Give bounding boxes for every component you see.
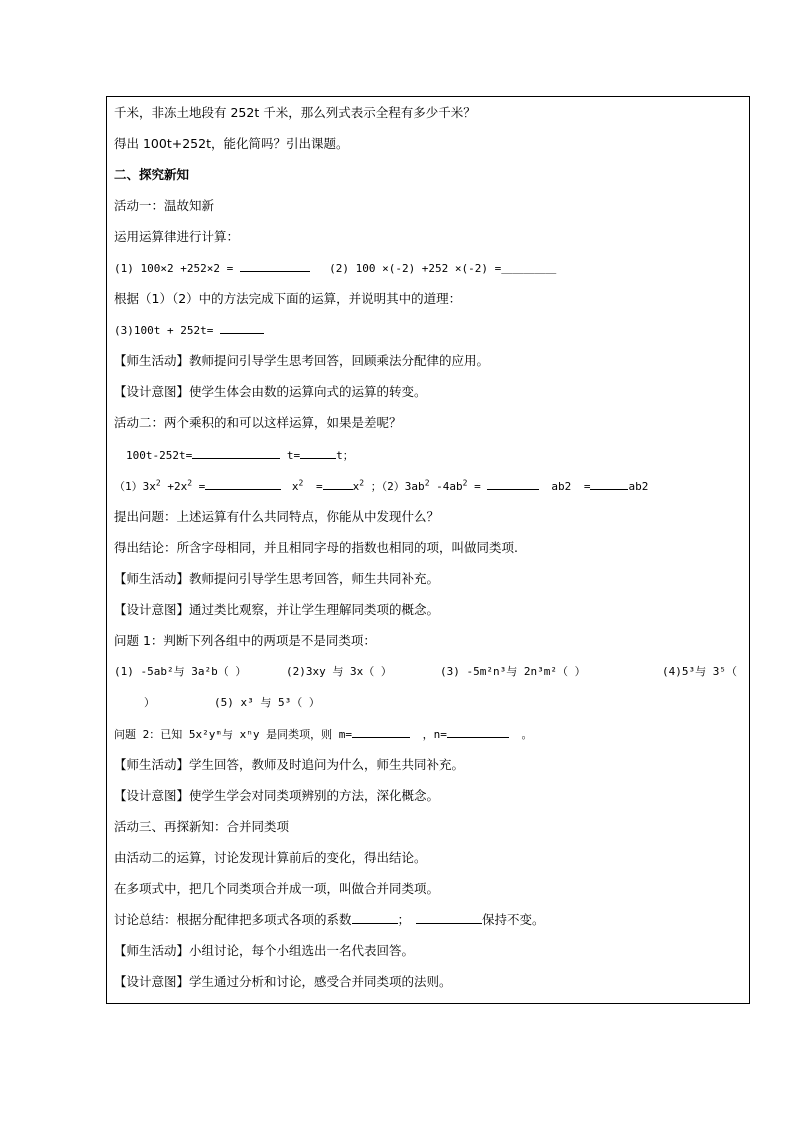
exponent: 2 [155,478,161,488]
calc-line [114,321,264,340]
exponent: 2 [424,478,430,488]
question-2-line [114,725,532,744]
answer-blank[interactable] [300,446,336,459]
answer-blank[interactable] [352,725,410,738]
text-line: 【设计意图】通过类比观察，并让学生理解同类项的概念。 [114,602,440,617]
question-item: ） [144,696,155,709]
summary-text: ； [397,912,411,927]
calc-line [126,446,354,465]
calc-expression: = [198,480,206,493]
calc-expression: ；（2）3ab [370,480,425,493]
answer-blank[interactable] [352,911,398,924]
question-item: (5) x³ 与 5³（ ） [214,696,320,709]
calc-expression: -4ab [436,480,463,493]
question-heading: 问题 1：判断下列各组中的两项是不是同类项： [114,633,376,648]
text-line: 【师生活动】教师提问引导学生思考回答，师生共同补充。 [114,571,440,586]
calc-expression: x [291,480,299,493]
question-text: 问题 2：已知 5x²yᵐ与 xⁿy 是同类项，则 m= [114,728,352,741]
calc-expression: t= [286,449,301,462]
calc-expression: (2) 100 ×(-2) +252 ×(-2) =＿＿＿＿＿ [329,262,557,275]
calc-line [114,477,648,496]
answer-blank[interactable] [447,725,509,738]
text-line: 得出 100t+252t，能化简吗？引出课题。 [114,136,349,151]
summary-text: 保持不变。 [482,912,545,927]
calc-expression: (1) 100×2 +252×2 = [114,262,234,275]
calc-expression: = [315,480,323,493]
text-line: 得出结论：所含字母相同，并且相同字母的指数也相同的项，叫做同类项. [114,540,518,555]
section-heading: 二、探究新知 [114,167,190,182]
exponent: 2 [359,478,365,488]
exponent: 2 [187,478,193,488]
calc-expression: = [583,480,591,493]
calc-expression: ab2 [551,480,572,493]
text-line: 【师生活动】学生回答，教师及时追问为什么，师生共同补充。 [114,757,465,772]
text-line: 在多项式中，把几个同类项合并成一项，叫做合并同类项。 [114,881,440,896]
text-line: 提出问题：上述运算有什么共同特点，你能从中发现什么？ [114,509,440,524]
text-line: 【设计意图】使学生学会对同类项辨别的方法，深化概念。 [114,788,440,803]
calc-expression: (3)100t + 252t= [114,324,214,337]
calc-line [114,259,556,278]
answer-blank[interactable] [240,259,310,272]
question-item: (2)3xy 与 3x（ ） [286,665,392,678]
activity-heading: 活动一：温故知新 [114,198,215,213]
question-text: 。 [521,728,533,741]
activity-heading: 活动二：两个乘积的和可以这样运算，如果是差呢？ [114,415,402,430]
calc-expression: x [352,480,360,493]
answer-blank[interactable] [416,911,482,924]
question-item: (1) -5ab²与 3a²b（ ） [114,665,247,678]
answer-blank[interactable] [487,477,539,490]
answer-blank[interactable] [192,446,280,459]
text-line: 千米，非冻土地段有 252t 千米，那么列式表示全程有多少千米？ [114,105,476,120]
calc-expression: （1）3x [114,480,156,493]
question-item: (3) -5m²n³与 2n³m²（ ） [440,665,586,678]
text-line: 由活动二的运算，讨论发现计算前后的变化，得出结论。 [114,850,427,865]
answer-blank[interactable] [590,477,628,490]
calc-expression: ab2 [628,480,649,493]
text-line: 【师生活动】教师提问引导学生思考回答，回顾乘法分配律的应用。 [114,353,490,368]
summary-line [114,911,545,929]
calc-expression: 100t-252t= [126,449,193,462]
exponent: 2 [462,478,468,488]
activity-heading: 活动三、再探新知：合并同类项 [114,819,290,834]
text-line: 根据（1）（2）中的方法完成下面的运算，并说明其中的道理： [114,291,462,306]
text-line: 【设计意图】使学生体会由数的运算向式的运算的转变。 [114,384,427,399]
calc-expression: = [474,480,481,493]
question-text: ，n= [422,728,447,741]
answer-blank[interactable] [205,477,281,490]
question-item: (4)5³与 3⁵（ [662,665,737,678]
text-line: 运用运算律进行计算： [114,229,240,244]
text-line: 【师生活动】小组讨论，每个小组选出一名代表回答。 [114,943,415,958]
answer-blank[interactable] [323,477,353,490]
exponent: 2 [298,478,304,488]
answer-blank[interactable] [220,321,264,334]
calc-expression: +2x [167,480,188,493]
text-line: 【设计意图】学生通过分析和讨论，感受合并同类项的法则。 [114,974,452,989]
summary-text: 讨论总结：根据分配律把多项式各项的系数 [114,912,352,927]
calc-expression: t； [336,449,354,462]
